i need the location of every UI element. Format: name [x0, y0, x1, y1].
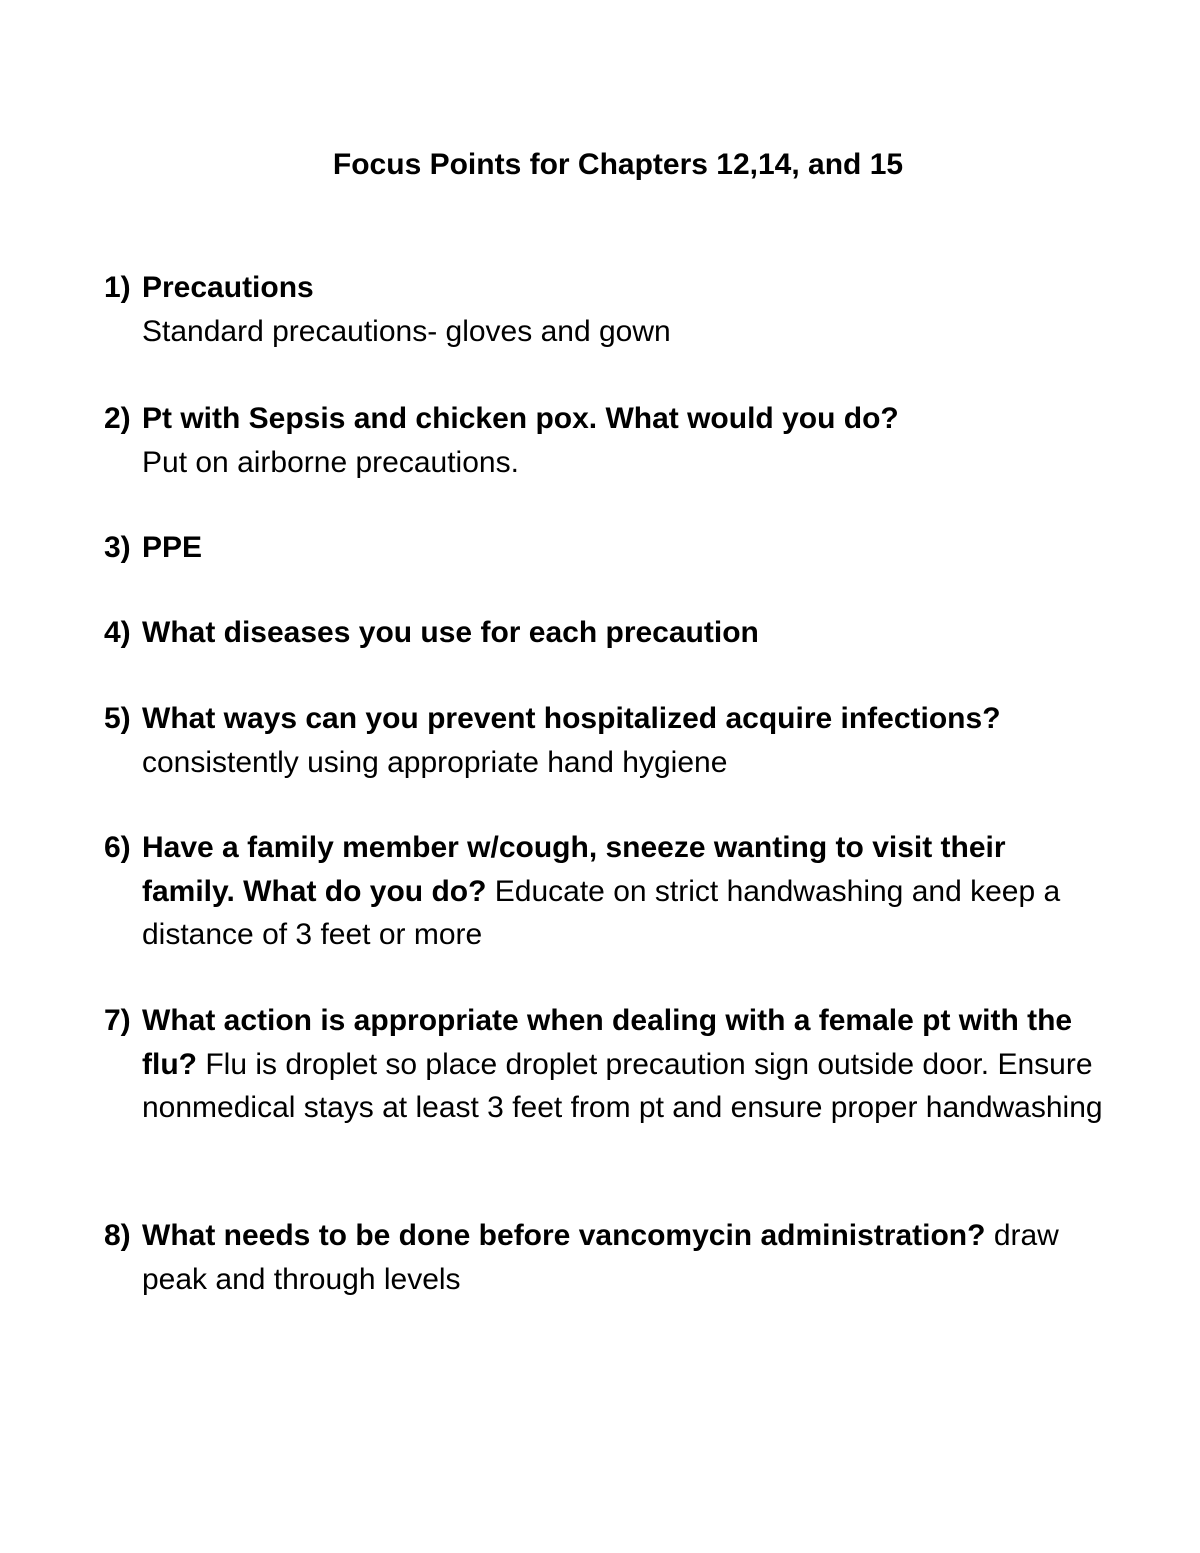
focus-point-7 — [104, 999, 1104, 1130]
focus-point-1 — [104, 266, 1104, 353]
page-title: Focus Points for Chapters 12,14, and 15 — [332, 148, 904, 181]
item-question: What action is appropriate when dealing with a female pt with the flu? — [142, 1004, 1073, 1081]
item-number: 2) — [104, 402, 131, 435]
item-answer: Flu is droplet so place droplet precaution sign outside door. Ensure nonmedical stays at least 3 feet from pt and ensure proper handwashing — [142, 1047, 1103, 1124]
focus-point-3 — [104, 526, 1104, 570]
focus-point-4 — [104, 611, 1104, 655]
item-question: Pt with Sepsis and chicken pox. What would you do? — [142, 402, 899, 435]
item-answer: Educate on strict handwashing and keep a distance of 3 feet or more — [142, 874, 1061, 951]
item-question: Have a family member w/cough, sneeze wanting to visit their family. What do you do? — [142, 831, 1006, 908]
item-answer: Standard precautions- gloves and gown — [142, 314, 671, 348]
focus-point-6 — [104, 826, 1104, 957]
item-question: What needs to be done before vancomycin administration? — [142, 1219, 986, 1252]
item-question: PPE — [142, 531, 203, 564]
item-answer: Put on airborne precautions. — [142, 445, 519, 479]
item-number: 6) — [104, 831, 131, 864]
item-question: What diseases you use for each precaution — [142, 616, 759, 649]
item-number: 1) — [104, 271, 131, 304]
focus-point-8 — [104, 1214, 1104, 1301]
item-question: Precautions — [142, 271, 314, 304]
item-number: 5) — [104, 702, 131, 735]
item-question: What ways can you prevent hospitalized acquire infections? — [142, 702, 1001, 735]
item-answer: consistently using appropriate hand hygiene — [142, 745, 728, 779]
item-number: 3) — [104, 531, 131, 564]
item-number: 8) — [104, 1219, 131, 1252]
focus-point-2 — [104, 397, 1104, 484]
item-answer: draw peak and through levels — [142, 1219, 1059, 1296]
item-number: 4) — [104, 616, 131, 649]
focus-point-5 — [104, 697, 1104, 784]
item-number: 7) — [104, 1004, 131, 1037]
